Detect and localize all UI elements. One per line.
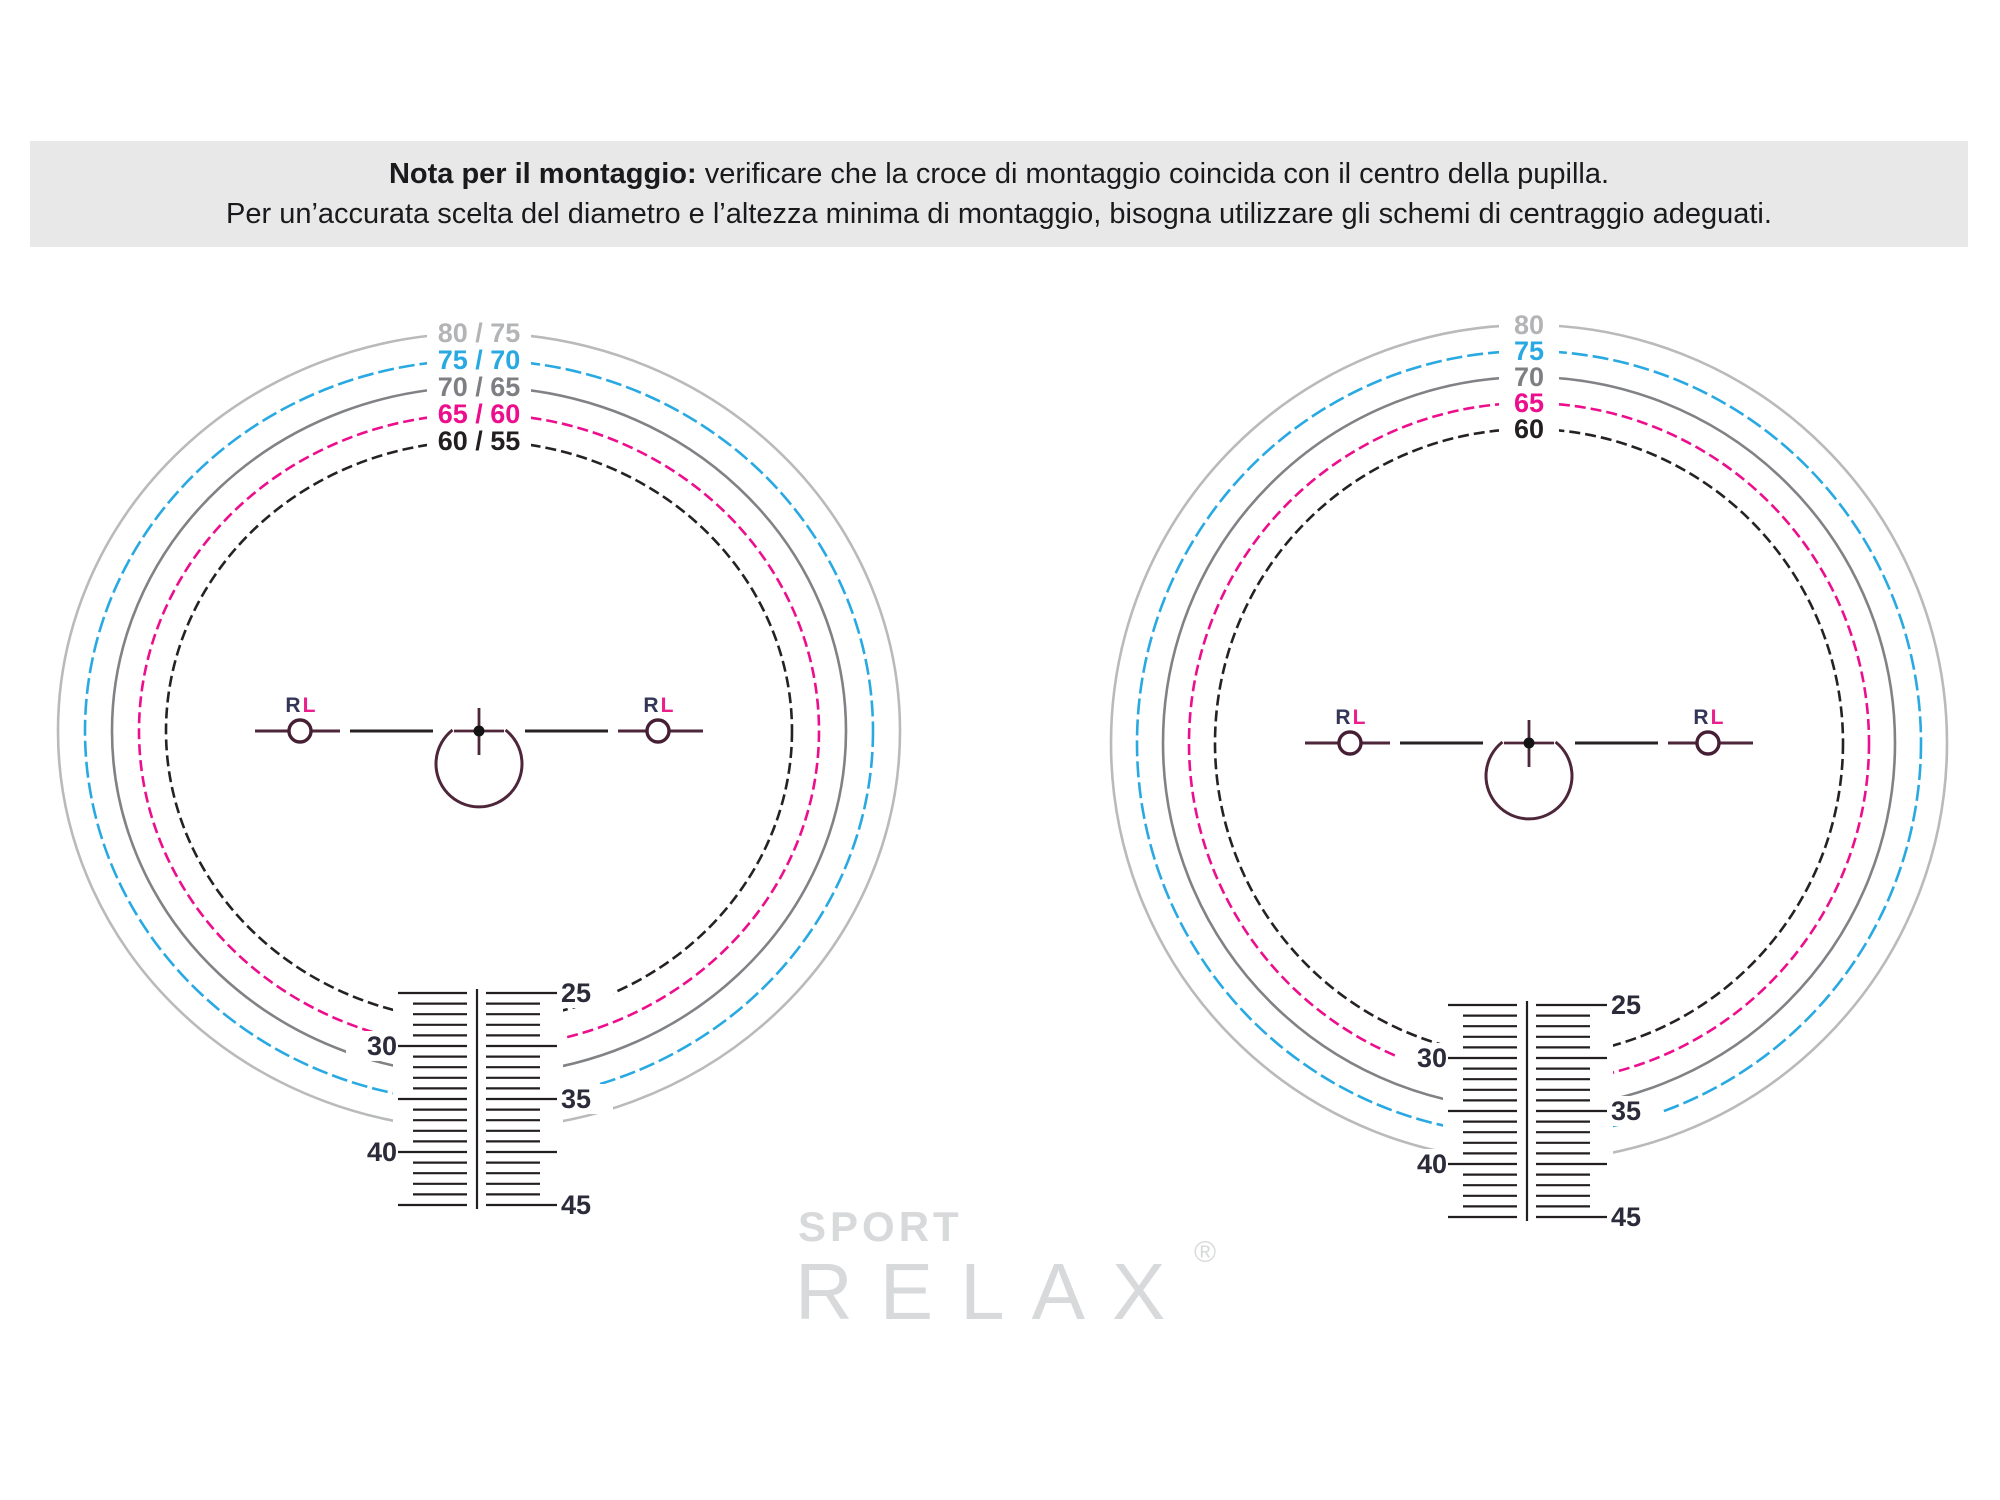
left-ruler-40: 40 — [366, 1137, 397, 1167]
r-label: R — [1693, 706, 1709, 729]
left-chart — [58, 317, 900, 1223]
r-label: R — [285, 694, 301, 717]
r-label: R — [643, 694, 659, 717]
pd-marker-circle-left — [289, 720, 311, 742]
left-ruler-30: 30 — [366, 1031, 397, 1061]
right-ruler-25: 25 — [1611, 990, 1642, 1020]
right-ruler — [1396, 990, 1663, 1235]
note-line-2: Per un’accurata scelta del diametro e l’altezza minima di montaggio, bisogna utilizzare gli schemi di centraggio adeguati. — [226, 198, 1772, 230]
left-ruler — [346, 978, 613, 1223]
left-ring-label-70-65: 70 / 65 — [437, 372, 521, 402]
left-ring-label-80-75: 80 / 75 — [437, 318, 521, 348]
right-center-motif — [1305, 706, 1753, 819]
pd-marker-circle-right — [1697, 732, 1719, 754]
note-lead: Nota per il montaggio: — [388, 158, 697, 190]
right-ring-label-65: 65 — [1513, 388, 1545, 418]
right-chart — [1111, 309, 1947, 1235]
registered-trademark-icon: ® — [1194, 1236, 1217, 1269]
left-center-motif — [255, 694, 703, 807]
l-label: L — [302, 694, 316, 717]
l-label: L — [1710, 706, 1724, 729]
right-ruler-40: 40 — [1416, 1149, 1447, 1179]
left-ruler-25: 25 — [561, 978, 592, 1008]
left-ruler-35: 35 — [561, 1084, 592, 1114]
brand-watermark-relax: RELAX — [795, 1247, 1193, 1336]
r-label: R — [1335, 706, 1351, 729]
right-ruler-35: 35 — [1611, 1096, 1642, 1126]
l-label: L — [660, 694, 674, 717]
left-ring-label-65-60: 65 / 60 — [437, 399, 521, 429]
note-line-1-rest: verificare che la croce di montaggio coincida con il centro della pupilla. — [696, 158, 1610, 190]
right-ring-label-70: 70 — [1513, 362, 1545, 392]
right-ruler-30: 30 — [1416, 1043, 1447, 1073]
brand-watermark-sport: SPORT — [798, 1203, 963, 1250]
mounting-cross-center-dot — [474, 726, 485, 737]
left-ring-label-60-55: 60 / 55 — [437, 426, 521, 456]
right-ruler-45: 45 — [1611, 1202, 1642, 1232]
left-ring-label-75-70: 75 / 70 — [437, 345, 521, 375]
right-ring-label-60: 60 — [1513, 414, 1545, 444]
right-ring-label-75: 75 — [1513, 336, 1545, 366]
left-ruler-45: 45 — [561, 1190, 592, 1220]
pd-marker-circle-right — [647, 720, 669, 742]
l-label: L — [1352, 706, 1366, 729]
right-ring-label-80: 80 — [1513, 310, 1545, 340]
mounting-cross-center-dot — [1524, 738, 1535, 749]
pd-marker-circle-left — [1339, 732, 1361, 754]
